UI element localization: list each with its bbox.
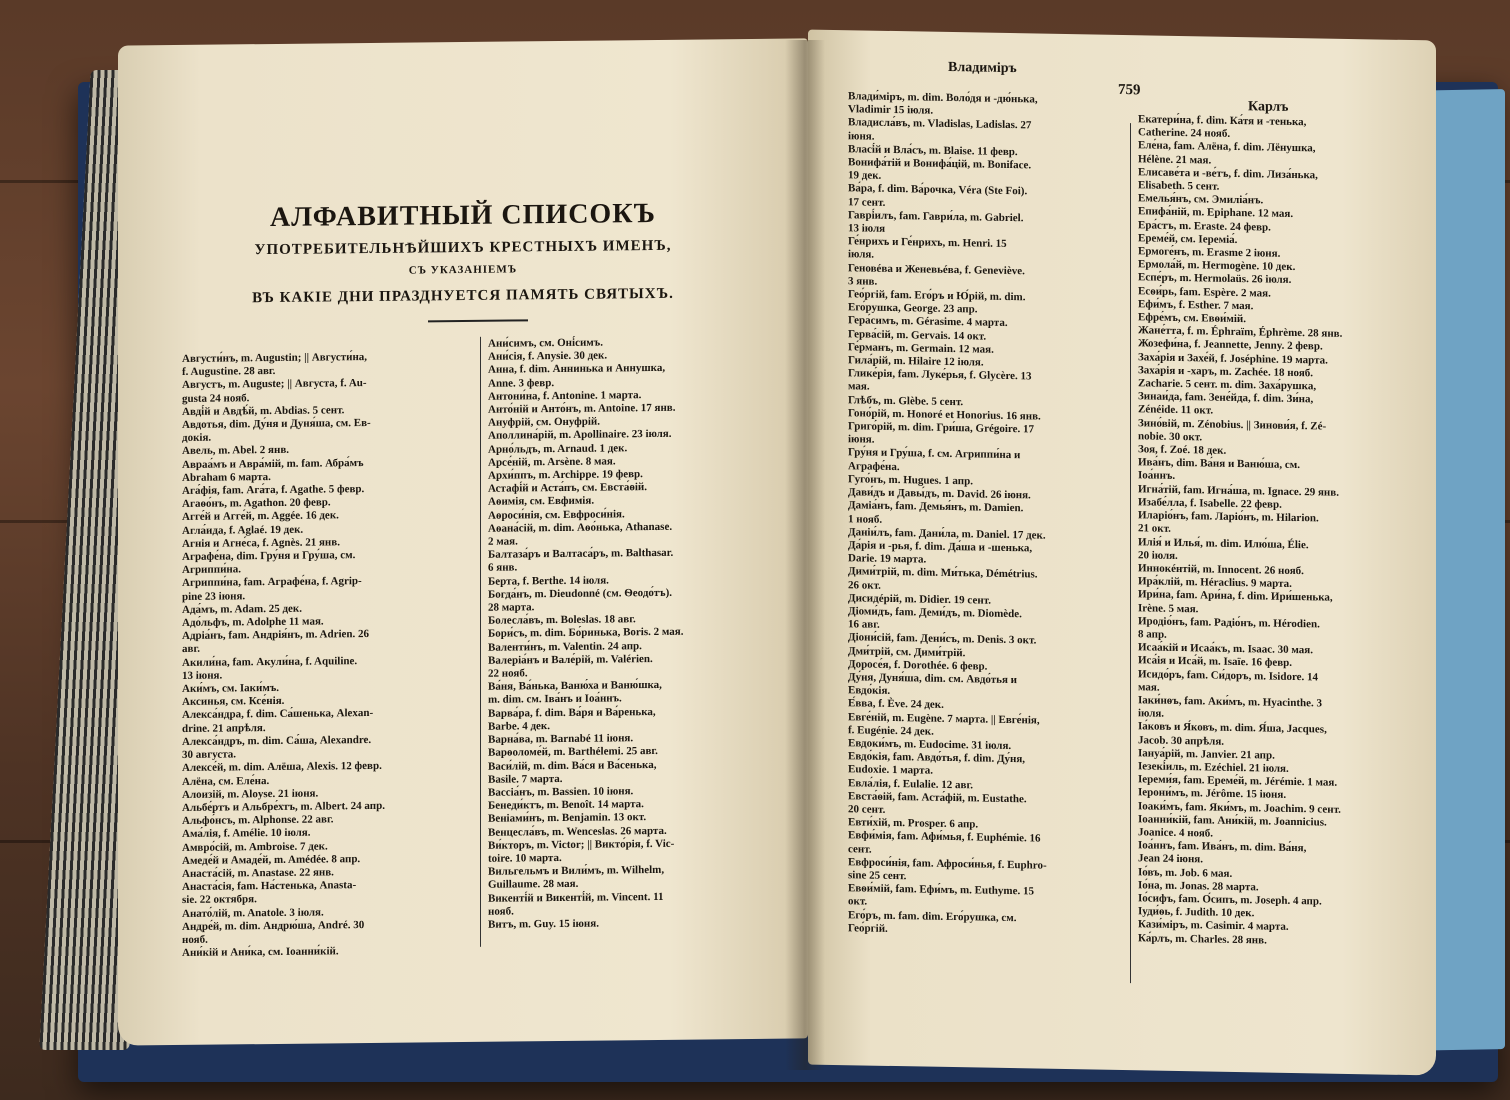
- entry-line: Валеріа́нъ и Вале́рій, m. Valérien.: [488, 652, 653, 667]
- entry-line: Вассіа́нъ, m. Bassien. 10 іюня.: [488, 785, 634, 799]
- entry-line: Евфи́мія, fam. Афи́мья, f. Euphémie. 16: [848, 829, 1041, 845]
- entry-line: Іоа́ннъ.: [1138, 469, 1176, 483]
- entry-line: Zacharie. 5 сент. m. dim. Заха́рушка,: [1138, 377, 1317, 393]
- entry-line: Богда́нъ, m. Dieudonné (см. Ѳеодо́тъ).: [488, 586, 672, 601]
- entry-line: Евге́ній, m. Eugène. 7 марта. || Евге́нія,: [848, 710, 1040, 727]
- entry-line: Архи́ппъ, m. Archippe. 19 февр.: [488, 468, 643, 482]
- list-subtitle-with: СЪ УКАЗАНІЕМЪ: [408, 263, 518, 277]
- entry-line: Иларіо́нъ, fam. Ларіо́нъ, m. Hilarion.: [1138, 509, 1319, 525]
- entry-line: іюня.: [848, 129, 875, 143]
- entry-line: Алекса́ндръ, m. dim. Са́ша, Alexandre.: [182, 733, 372, 748]
- entry-line: 13 іюня.: [182, 669, 223, 682]
- entry-line: Варва́ра, f. dim. Ва́ря и Ва́ренька,: [488, 705, 656, 720]
- entry-line: sie. 22 октября.: [182, 893, 257, 907]
- entry-line: 28 марта.: [488, 601, 535, 614]
- entry-line: gusta 24 нояб.: [182, 391, 250, 405]
- entry-line: 20 іюля.: [1138, 548, 1178, 562]
- entry-line: Ереме́й, см. Іереміа́.: [1138, 232, 1238, 246]
- entry-line: Емелья́нъ, см. Эмиліа́нъ.: [1138, 192, 1264, 207]
- entry-line: Іуди́ѳь, f. Judith. 10 дек.: [1138, 905, 1255, 920]
- left-page: [118, 38, 808, 1045]
- entry-line: мая.: [848, 380, 870, 394]
- entry-line: Евти́хій, m. Prosper. 6 апр.: [848, 816, 979, 831]
- entry-line: 19 дек.: [848, 169, 882, 183]
- entry-line: Жане́тта, f. m. Éphraïm, Éphrème. 28 янв.: [1138, 324, 1343, 341]
- entry-line: Астафі́й и Аста́пъ, см. Евста́ѳій.: [488, 481, 647, 495]
- list-subtitle-2: ВЪ КАКІЕ ДНИ ПРАЗДНУЕТСЯ ПАМЯТЬ СВЯТЫХЪ.: [252, 285, 674, 307]
- entry-line: Иса́ія и Иса́й, m. Isaïe. 16 февр.: [1138, 654, 1293, 670]
- book-spine-shadow: [785, 40, 825, 1070]
- entry-line: Венцесла́въ, m. Wenceslas. 26 марта.: [488, 824, 667, 839]
- entry-line: Валенти́нъ, m. Valentin. 24 апр.: [488, 639, 642, 654]
- running-header-left: Владимiръ: [948, 59, 1017, 77]
- entry-line: Ге́нрихъ и Ге́нрихъ, m. Henri. 15: [848, 235, 1007, 251]
- entry-line: Діони́сій, fam. Дени́съ, m. Denis. 3 окт.: [848, 631, 1037, 647]
- entry-line: Еспе́ръ, m. Hermolaüs. 26 іюля.: [1138, 271, 1292, 287]
- entry-line: 1 нояб.: [848, 512, 883, 526]
- entry-line: Адріа́нъ, fam. Андрія́нъ, m. Adrien. 26: [182, 628, 370, 643]
- entry-line: Анаста́сія, fam. На́стенька, Anasta-: [182, 879, 357, 894]
- entry-line: drine. 21 апрѣля.: [182, 721, 266, 735]
- entry-line: Jean 24 іюня.: [1138, 852, 1204, 866]
- page-number: 759: [1118, 81, 1141, 99]
- entry-line: Ани́сія, f. Anysie. 30 дек.: [488, 349, 608, 363]
- entry-line: Его́ръ, m. fam. dim. Его́рушка, см.: [848, 908, 1017, 924]
- entry-line: Зино́вій, m. Zénobius. || Зинови́я, f. Zé-: [1138, 416, 1327, 433]
- entry-line: 30 августа.: [182, 748, 237, 762]
- entry-line: Іаки́нѳъ, fam. Аки́мъ, m. Hyacinthe. 3: [1138, 694, 1322, 710]
- entry-line: Варѳоломе́й, m. Barthélemi. 25 авг.: [488, 745, 658, 760]
- entry-line: Заха́рія и Захе́й, f. Joséphine. 19 марта.: [1138, 350, 1328, 367]
- left-page-column-2: [488, 335, 788, 932]
- entry-line: Гру́ня и Гру́ша, f. см. Агриппи́на и: [848, 446, 1021, 462]
- entry-line: Ва́ра, f. dim. Ва́рочка, Véra (Ste Foi).: [848, 182, 1028, 198]
- entry-line: Vladimir 15 іюля.: [848, 103, 934, 117]
- entry-line: Григо́рій, m. dim. Гри́ша, Grégoire. 17: [848, 420, 1034, 436]
- entry-line: Антони́на, f. Antonine. 1 марта.: [488, 388, 642, 403]
- entry-line: 26 окт.: [848, 578, 881, 592]
- list-title: АЛФАВИТНЫЙ СПИСОКЪ: [270, 197, 656, 234]
- entry-line: Дми́трій, см. Дими́трій.: [848, 644, 966, 659]
- entry-line: Zénéide. 11 окт.: [1138, 403, 1214, 418]
- entry-line: Ви́кторъ, m. Victor; || Викто́рія, f. Vic-: [488, 837, 675, 852]
- entry-line: Аки́мъ, см. Іаки́мъ.: [182, 682, 280, 696]
- entry-line: Іоанни́кій, fam. Ани́кій, m. Joannicius.: [1138, 813, 1327, 829]
- entry-line: Іа́ковъ и Я́ковъ, m. dim. Я́ша, Jacques,: [1138, 720, 1327, 736]
- entry-line: Basile. 7 марта.: [488, 772, 563, 786]
- entry-line: Ани́симъ, см. Оні́симъ.: [488, 336, 603, 350]
- entry-line: toire. 10 марта.: [488, 851, 562, 865]
- entry-line: Abraham 6 марта.: [182, 470, 271, 484]
- entry-line: Ефре́мъ, см. Евѳи́мій.: [1138, 311, 1246, 326]
- entry-line: Дави́дъ и Давы́дъ, m. David. 26 іюня.: [848, 486, 1031, 502]
- entry-line: Исидо́ръ, fam. Си́доръ, m. Isidore. 14: [1138, 667, 1319, 683]
- entry-line: Есѳи́рь, fam. Espère. 2 мая.: [1138, 284, 1271, 300]
- entry-line: Амвро́сій, m. Ambroise. 7 дек.: [182, 839, 328, 854]
- entry-line: 6 янв.: [488, 561, 518, 575]
- entry-line: Власі́й и Вла́съ, m. Blaise. 11 февр.: [848, 143, 1018, 158]
- entry-line: Агаѳо́нъ, m. Agathon. 20 февр.: [182, 496, 331, 511]
- entry-line: авг.: [182, 643, 200, 656]
- right-page: [808, 30, 1436, 1076]
- entry-line: Ира́клій, m. Héraclius. 9 марта.: [1138, 575, 1292, 591]
- entry-line: Бенеди́ктъ, m. Benoît. 14 марта.: [488, 798, 644, 812]
- entry-line: Евста́ѳій, fam. Аста́фій, m. Eustathe.: [848, 789, 1027, 806]
- entry-line: Е́вва, f. Ève. 24 дек.: [848, 697, 944, 712]
- entry-line: іюля.: [1138, 707, 1165, 720]
- entry-line: Аѳимія, см. Евфимія.: [488, 495, 595, 509]
- entry-line: докія.: [182, 431, 212, 445]
- entry-line: Васи́лій, m. dim. Ва́ся и Ва́сенька,: [488, 758, 657, 773]
- entry-line: 13 іюля: [848, 222, 886, 235]
- entry-line: m. dim. см. Іва́нъ и Іоа́ннъ.: [488, 692, 622, 707]
- entry-line: Ка́рлъ, m. Charles. 28 янв.: [1138, 931, 1267, 947]
- entry-line: Балтаза́ръ и Валтаса́ръ, m. Balthasar.: [488, 547, 674, 561]
- entry-line: Владисла́въ, m. Vladislas, Ladislas. 27: [848, 116, 1032, 132]
- entry-line: Elisabeth. 5 сент.: [1138, 179, 1220, 193]
- entry-line: Агнія и Агне́са, f. Agnès. 21 янв.: [182, 536, 340, 550]
- entry-line: Иродіо́нъ, fam. Радіо́нъ, m. Hérodien.: [1138, 614, 1320, 631]
- entry-line: Елисаве́та и -ве́тъ, f. dim. Лиза́нька,: [1138, 166, 1318, 182]
- left-page-column-1: [182, 350, 472, 960]
- entry-line: nobie. 30 окт.: [1138, 430, 1203, 444]
- entry-line: Евла́лія, f. Eulalie. 12 авг.: [848, 776, 973, 791]
- entry-line: 20 сент.: [848, 803, 886, 816]
- entry-line: Darie. 19 марта.: [848, 552, 927, 566]
- entry-line: Иннокéнтій, m. Innocent. 26 нояб.: [1138, 562, 1304, 578]
- entry-line: Евѳи́мій, fam. Ефи́мъ, m. Euthyme. 15: [848, 882, 1034, 898]
- list-subtitle: УПОТРЕБИТЕЛЬНѢЙШИХЪ КРЕСТНЫХЪ ИМЕНЪ,: [254, 237, 672, 259]
- entry-line: Ермола́й, m. Hermogène. 10 дек.: [1138, 258, 1296, 274]
- entry-line: Іо́на, m. Jonas. 28 марта.: [1138, 879, 1259, 894]
- entry-line: Альбе́ртъ и Альбре́хтъ, m. Albert. 24 апр.: [182, 799, 385, 814]
- entry-line: Жозефи́на, f. Jeannette, Jenny. 2 февр.: [1138, 337, 1323, 353]
- entry-line: Іо́сифъ, fam. О́сипъ, m. Joseph. 4 апр.: [1138, 892, 1322, 908]
- entry-line: Аѳана́сій, m. dim. Аѳо́нька, Athanase.: [488, 520, 673, 535]
- entry-line: 22 нояб.: [488, 667, 528, 680]
- entry-line: Ири́на, fam. Ари́на, f. dim. Ири́шенька,: [1138, 588, 1333, 604]
- entry-line: Герва́сій, m. Gervais. 14 окт.: [848, 327, 987, 343]
- entry-line: Ива́нъ, dim. Ва́ня и Ваню́ша, см.: [1138, 456, 1301, 472]
- entry-line: Іануа́рій, m. Janvier. 21 апр.: [1138, 747, 1275, 762]
- entry-line: Веніами́нъ, m. Benjamin. 13 окт.: [488, 811, 647, 826]
- entry-line: Зинаи́да, fam. Зене́йда, f. dim. Зи́на,: [1138, 390, 1314, 406]
- entry-line: Іоа́ннъ, fam. Ива́нъ, m. dim. Ва́ня,: [1138, 839, 1307, 855]
- entry-line: Аполлина́рій, m. Apollinaire. 23 іюля.: [488, 428, 672, 443]
- entry-line: Авдотья, dim. Ду́ня и Дуня́ша, см. Ев-: [182, 416, 371, 431]
- entry-line: f. Eugénie. 24 дек.: [848, 723, 934, 738]
- entry-line: Витъ, m. Guy. 15 іюня.: [488, 917, 599, 931]
- entry-line: Андре́й, m. dim. Андрю́ша, André. 30: [182, 918, 365, 933]
- running-header-right: Карлъ: [1248, 99, 1289, 115]
- entry-line: Гуго́нъ, m. Hugues. 1 апр.: [848, 473, 973, 488]
- entry-line: Глѣбъ, m. Glèbe. 5 сент.: [848, 393, 964, 408]
- entry-line: Irène. 5 мая.: [1138, 601, 1199, 615]
- entry-line: Іерони́мъ, m. Jérôme. 15 іюня.: [1138, 786, 1287, 802]
- entry-line: Влади́міръ, m. dim. Воло́дя и -дю́нька,: [848, 90, 1038, 106]
- entry-line: 21 окт.: [1138, 522, 1171, 536]
- entry-line: Евдоки́мъ, m. Eudocime. 31 іюля.: [848, 737, 1012, 753]
- entry-line: Августъ, m. Auguste; || Августа, f. Au-: [182, 377, 367, 392]
- entry-line: f. Augustine. 28 авг.: [182, 365, 276, 379]
- entry-line: Алёна, см. Еле́на.: [182, 774, 270, 788]
- entry-line: Barbe. 4 дек.: [488, 719, 551, 733]
- entry-line: Алекса́ндра, f. dim. Са́шенька, Alexan-: [182, 707, 374, 722]
- entry-line: Дисидéрій, m. Didier. 19 сент.: [848, 591, 991, 607]
- entry-line: Даніи́лъ, fam. Дани́ла, m. Daniel. 17 дек.: [848, 525, 1046, 542]
- entry-line: Аѳроси́нія, см. Евфроси́нія.: [488, 507, 625, 522]
- entry-line: Ермоге́нъ, m. Erasme 2 іюня.: [1138, 245, 1281, 260]
- column-divider: [480, 337, 481, 947]
- entry-line: Гоно́рій, m. Honoré et Honorius. 16 янв.: [848, 407, 1041, 423]
- entry-line: Заха́рія и -харъ, m. Zachée. 18 нояб.: [1138, 364, 1314, 380]
- entry-line: Іо́въ, m. Job. 6 мая.: [1138, 865, 1233, 880]
- entry-line: Ани́кій и Ани́ка, см. Іоанни́кій.: [182, 945, 339, 960]
- entry-line: Доросе́я, f. Dorothée. 6 февр.: [848, 657, 988, 673]
- entry-line: Catherine. 24 нояб.: [1138, 126, 1231, 141]
- entry-line: 2 мая.: [488, 535, 518, 548]
- entry-line: нояб.: [182, 933, 208, 946]
- entry-line: Дими́трій, m. dim. Ми́тька, Démétrius.: [848, 565, 1038, 581]
- entry-line: Анна, f. dim. Аннинька и Аннушка,: [488, 362, 666, 377]
- entry-line: Діоми́дъ, fam. Деми́дъ, m. Diomède.: [848, 605, 1022, 621]
- entry-line: Викенті́й и Викенті́й, m. Vincent. 11: [488, 890, 664, 905]
- entry-line: Евфроси́нія, fam. Афроси́нья, f. Euphro-: [848, 855, 1047, 872]
- entry-line: Арно́льдъ, m. Arnaud. 1 дек.: [488, 441, 628, 456]
- entry-line: Алексе́й, m. dim. Алёша, Alexis. 12 февр.: [182, 760, 382, 775]
- entry-line: Ва́ня, Ва́нька, Ваню́ха и Ваню́шка,: [488, 679, 662, 694]
- entry-line: sine 25 сент.: [848, 869, 907, 883]
- entry-line: Варна́ва, m. Barnabé 11 іюня.: [488, 732, 634, 746]
- entry-line: Арсе́ній, m. Arsène. 8 мая.: [488, 455, 616, 469]
- entry-line: Ануфрій, см. Онуфрій.: [488, 415, 600, 429]
- entry-line: 8 апр.: [1138, 628, 1167, 641]
- entry-line: Бори́съ, m. dim. Бо́ринька, Boris. 2 мая.: [488, 626, 684, 641]
- right-page-column-2: [1138, 113, 1428, 950]
- entry-line: Ду́ня, Дуня́ша, dim. см. Авдо́тья и: [848, 671, 1018, 687]
- entry-line: Амеде́й и Амаде́й, m. Amédée. 8 апр.: [182, 852, 361, 867]
- entry-line: Исаа́кій и Исаа́къ, m. Isaac. 30 мая.: [1138, 641, 1313, 657]
- entry-line: Joanice. 4 нояб.: [1138, 826, 1214, 840]
- entry-line: Анато́лій, m. Anatole. 3 іюля.: [182, 905, 324, 920]
- entry-line: Евдо́кія.: [848, 684, 891, 698]
- entry-line: Агла́ида, f. Aglaé. 19 дек.: [182, 523, 304, 537]
- entry-line: Алоизій, m. Aloyse. 21 іюня.: [182, 787, 319, 801]
- entry-line: Зоя, f. Zoé. 18 дек.: [1138, 443, 1227, 457]
- entry-line: Іереми́я, fam. Ереме́й, m. Jérémie. 1 мая.: [1138, 773, 1338, 789]
- entry-line: Ада́мъ, m. Adam. 25 дек.: [182, 602, 302, 616]
- entry-line: Альфо́нсъ, m. Alphonse. 22 авг.: [182, 813, 334, 828]
- entry-line: Іоаки́мъ, fam. Яки́мъ, m. Joachim. 9 сент.: [1138, 799, 1341, 816]
- entry-line: Гила́рій, m. Hilaire 12 іюля.: [848, 354, 984, 369]
- entry-line: Ге́рманъ, m. Germain. 12 мая.: [848, 341, 994, 356]
- entry-line: 3 янв.: [848, 275, 878, 288]
- entry-line: Гео́ргій.: [848, 922, 888, 935]
- entry-line: Аграфе́на.: [848, 459, 900, 473]
- entry-line: Анаста́сій, m. Anastase. 22 янв.: [182, 866, 334, 880]
- entry-line: Ера́стъ, m. Eraste. 24 февр.: [1138, 218, 1271, 234]
- entry-line: Авель, m. Abel. 2 янв.: [182, 444, 290, 458]
- entry-line: Вильгельмъ и Вили́мъ, m. Wilhelm,: [488, 864, 665, 878]
- entry-line: Ефи́мъ, f. Esther. 7 мая.: [1138, 298, 1254, 313]
- entry-line: Да́рія и -рья, f. dim. Да́ша и -шенька,: [848, 539, 1033, 555]
- entry-line: Гаврі́илъ, fam. Гаври́ла, m. Gabriel.: [848, 209, 1024, 225]
- entry-line: Гера́симъ, m. Gérasime. 4 марта.: [848, 314, 1008, 330]
- entry-line: Hélène. 21 мая.: [1138, 152, 1212, 167]
- entry-line: Іезекі́иль, m. Ezéchiel. 21 іюля.: [1138, 760, 1289, 775]
- entry-line: сент.: [848, 842, 872, 856]
- entry-line: Епифа́ній, m. Epiphane. 12 мая.: [1138, 205, 1294, 221]
- entry-line: Изабе́лла, f. Isabelle. 22 февр.: [1138, 496, 1282, 511]
- entry-line: Болесла́въ, m. Boleslas. 18 авг.: [488, 613, 636, 628]
- entry-line: Ама́лія, f. Amélie. 10 іюля.: [182, 826, 311, 841]
- entry-line: Авраа́мъ и Авра́мій, m. fam. Абра́мъ: [182, 456, 364, 471]
- entry-line: Guillaume. 28 мая.: [488, 878, 579, 892]
- title-rule: [428, 319, 528, 322]
- entry-line: іюня.: [848, 433, 875, 446]
- entry-line: Вонифа́тій и Вонифа́цій, m. Boniface.: [848, 156, 1032, 172]
- entry-line: Еле́на, fam. Алёна, f. dim. Лёнушка,: [1138, 139, 1316, 155]
- entry-line: Даміа́нъ, fam. Демья́нъ, m. Damien.: [848, 499, 1024, 515]
- entry-line: Ага́фія, fam. Ага́та, f. Agathe. 5 февр.: [182, 483, 365, 497]
- entry-line: Eudoxie. 1 марта.: [848, 763, 933, 778]
- entry-line: Илія́ и Илья́, m. dim. Илю́ша, Élie.: [1138, 535, 1309, 551]
- entry-line: 17 сент.: [848, 195, 886, 209]
- entry-line: Аксинья, см. Ксе́нія.: [182, 695, 285, 709]
- entry-line: Екатери́на, f. dim. Ка́тя и -тенька,: [1138, 113, 1307, 129]
- entry-line: іюля.: [848, 248, 875, 262]
- entry-line: Гео́ргій, fam. Его́ръ и Ю́рій, m. dim.: [848, 288, 1026, 304]
- entry-line: Августи́нъ, m. Augustin; || Августи́на,: [182, 351, 368, 365]
- entry-line: pine 23 іюня.: [182, 589, 246, 603]
- entry-line: Игна́тій, fam. Игна́ша, m. Ignace. 29 янв.: [1138, 482, 1339, 499]
- entry-line: Агге́й и Агге́й, m. Aggée. 16 дек.: [182, 509, 339, 524]
- entry-line: Геновéва и Женевьéва, f. Geneviève.: [848, 261, 1025, 277]
- right-page-column-1: [848, 90, 1148, 940]
- entry-line: Его́рушка, George. 23 апр.: [848, 301, 978, 316]
- entry-line: 16 авг.: [848, 618, 880, 631]
- entry-line: Глике́рія, fam. Луке́рья, f. Glycère. 13: [848, 367, 1032, 383]
- entry-line: Берта, f. Berthe. 14 іюля.: [488, 574, 609, 588]
- entry-line: окт.: [848, 895, 868, 908]
- entry-line: Адо́льфъ, m. Adolphe 11 мая.: [182, 615, 324, 630]
- entry-line: мая.: [1138, 681, 1160, 694]
- entry-line: Авді́й и Авдѣ́й, m. Abdias. 5 сент.: [182, 404, 345, 418]
- entry-line: Акили́на, fam. Акули́на, f. Aquiline.: [182, 654, 358, 669]
- entry-line: Анто́ній и Анто́нъ, m. Antoine. 17 янв.: [488, 401, 676, 416]
- entry-line: Anne. 3 февр.: [488, 376, 555, 390]
- entry-line: нояб.: [488, 905, 514, 918]
- entry-line: Jacob. 30 апрѣля.: [1138, 733, 1225, 748]
- entry-line: Аграфе́на, dim. Гру́ня и Гру́ша, см.: [182, 549, 356, 563]
- entry-line: Агриппи́на, fam. Аграфе́на, f. Agrip-: [182, 575, 362, 590]
- entry-line: Кази́міръ, m. Casimir. 4 марта.: [1138, 918, 1289, 934]
- entry-line: Агриппи́на.: [182, 563, 241, 577]
- entry-line: Евдо́кія, fam. Авдо́тья, f. dim. Ду́ня,: [848, 750, 1026, 766]
